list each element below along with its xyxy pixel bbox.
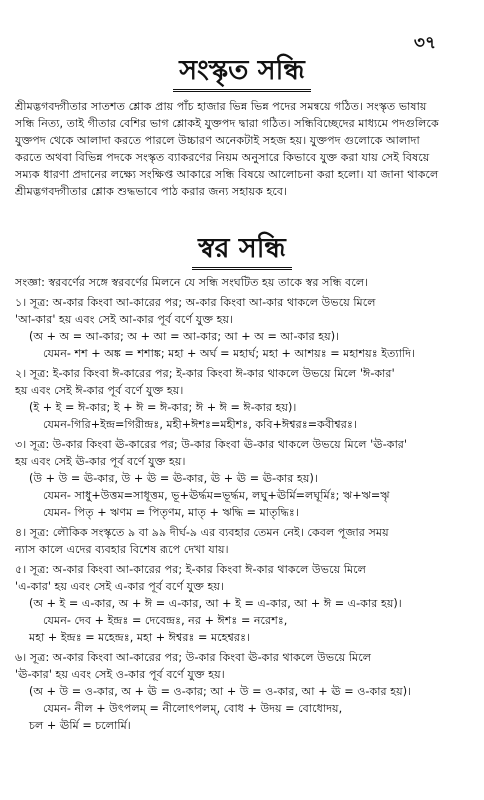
rule-line: ৬। সূত্র: অ-কার কিংবা আ-কারের পর; উ-কার কিংবা ঊ-কার থাকলে উভয়ে মিলে	[15, 651, 372, 664]
rule-line: মহা + ইন্দ্রঃ = মহেন্দ্রঃ, মহা + ঈশ্বরঃ = মহেশ্বরঃ।	[29, 631, 251, 644]
rule-line: ৫। সূত্র: অ-কার কিংবা আ-কারের পর; ই-কার কিংবা ঈ-কার থাকলে উভয়ে মিলে	[15, 563, 366, 576]
rule-line: যেমন-গিরি+ইন্দ্র=গিরীন্দ্রঃ, মহী+ঈশঃ=মহীশঃ, কবি+ঈশ্বরঃ=কবীশ্বরঃ।	[43, 418, 357, 431]
intro-line: শ্রীমদ্ভগবদ্গীতার সাতশত শ্লোক প্রায় পাঁচ হাজার ভিন্ন ভিন্ন পদের সমন্বয়ে গঠিত। সংস্কৃত ভাষায়	[15, 100, 427, 113]
rule-line: (ই + ই = ঈ-কার; ই + ঈ = ঈ-কার; ঈ + ঈ = ঈ-কার হয়)।	[29, 401, 297, 414]
rule-line: (অ + অ = আ-কার; অ + আ = আ-কার; আ + অ = আ-কার হয়)।	[29, 330, 340, 343]
rule-line: ৪। সূত্র: লৌকিক সংস্কৃতে ৯ বা ৯৯ দীর্ঘ-৯ এর ব্যবহার তেমন নেই। কেবল পূজার সময়	[15, 526, 389, 539]
rule-line: (অ + উ = ও-কার, অ + ঊ = ও-কার; আ + উ = ও-কার, আ + ঊ = ও-কার হয়)।	[29, 685, 412, 698]
rule-line: সংজ্ঞা: স্বরবর্ণের সঙ্গে স্বরবর্ণের মিলনে যে সন্ধি সংঘটিত হয় তাকে স্বর সন্ধি বলে।	[15, 276, 369, 289]
page-title-wrap	[0, 54, 484, 92]
page-number: ৩৭	[413, 33, 436, 53]
section-title: স্বর সন্ধি	[192, 232, 292, 270]
rule-line: যেমন- পিতৃ + ঋণম = পিতৃণম, মাতৃ + ঋদ্ধি = মাতৃদ্ধিঃ।	[43, 506, 299, 519]
rule-line: যেমন- সাধু+উত্তম=সাধূত্তম, ভূ+ঊর্দ্ধম=ভূর্দ্ধম, লঘু+ঊর্মি=লঘূর্মিঃ; ঋ+ঋ=ৠ	[43, 489, 390, 502]
rule-line: ৩। সূত্র: উ-কার কিংবা ঊ-কারের পর; উ-কার কিংবা ঊ-কার থাকলে উভয়ে মিলে 'ঊ-কার'	[15, 438, 408, 451]
intro-line: শ্রীমদ্ভগবদ্গীতার শ্লোক শুদ্ধভাবে পাঠ করার জন্য সহায়ক হবে।	[15, 185, 288, 198]
rule-line: যেমন- দেব + ইন্দ্রঃ = দেবেন্দ্রঃ, নর + ঈশঃ = নরেশঃ,	[43, 614, 288, 627]
rules-body	[15, 274, 469, 734]
rule-line: হয় এবং সেই ঊ-কার পূর্ব বর্ণে যুক্ত হয়।	[15, 455, 186, 468]
intro-line: যুক্তপদ থেকে আলাদা করতে পারলে উচ্চারণ অনেকটাই সহজ হয়। যুক্তপদ গুলোকে আলাদা	[15, 134, 420, 147]
rule-line: (উ + উ = ঊ-কার, উ + ঊ = ঊ-কার, ঊ + ঊ = ঊ-কার হয়)।	[29, 472, 318, 485]
rule-line: ১। সূত্র: অ-কার কিংবা আ-কারের পর; অ-কার কিংবা আ-কার থাকলে উভয়ে মিলে	[15, 296, 376, 309]
intro-paragraph	[15, 98, 469, 200]
page-title: সংস্কৃত সন্ধি	[173, 54, 311, 92]
rule-line: যেমন- নীল + উৎপলম্ = নীলোৎপলম্, বোধ + উদয় = বোধোদয়,	[43, 702, 343, 715]
rule-line: ন্যাস কালে এদের ব্যবহার বিশেষ রূপে দেখা যায়।	[15, 543, 229, 556]
intro-line: সন্ধি নিত্য, তাই গীতার বেশির ভাগ শ্লোকই যুক্তপদ দ্বারা গঠিত। সন্ধিবিচ্ছেদের মাধ্যমে পদগুলিকে	[15, 117, 439, 130]
rule-line: 'আ-কার' হয় এবং সেই আ-কার পূর্ব বর্ণে যুক্ত হয়।	[15, 313, 234, 326]
rule-line: ২। সূত্র: ই-কার কিংবা ঈ-কারের পর; ই-কার কিংবা ঈ-কার থাকলে উভয়ে মিলে 'ঈ-কার'	[15, 367, 395, 380]
rule-line: হয় এবং সেই ঈ-কার পূর্ব বর্ণে যুক্ত হয়।	[15, 384, 184, 397]
rule-line: (অ + ই = এ-কার, অ + ঈ = এ-কার, আ + ই = এ-কার, আ + ঈ = এ-কার হয়)।	[29, 597, 402, 610]
rule-line: 'ঊ-কার' হয় এবং সেই ও-কার পূর্ব বর্ণে যুক্ত হয়।	[15, 668, 225, 681]
rule-line: 'এ-কার' হয় এবং সেই এ-কার পূর্ব বর্ণে যুক্ত হয়।	[15, 580, 225, 593]
intro-line: করতে অথবা বিভিন্ন পদকে সংস্কৃত ব্যাকরণের নিয়ম অনুসারে কিভাবে যুক্ত করা যায় সেই বিষয়ে	[15, 151, 430, 164]
rule-line: চল + ঊর্মি = চলোর্মি।	[29, 719, 131, 732]
section-title-wrap	[0, 232, 484, 270]
rule-line: যেমন- শশ + অঙ্ক = শশাঙ্ক; মহা + অর্ঘ = মহার্ঘ; মহা + আশয়ঃ = মহাশয়ঃ ইত্যাদি।	[43, 347, 416, 360]
intro-line: সম্যক ধারণা প্রদানের লক্ষ্যে সংক্ষিপ্ত আকারে সন্ধি বিষয়ে আলোচনা করা হলো। যা জানা থাকলে	[15, 168, 439, 181]
